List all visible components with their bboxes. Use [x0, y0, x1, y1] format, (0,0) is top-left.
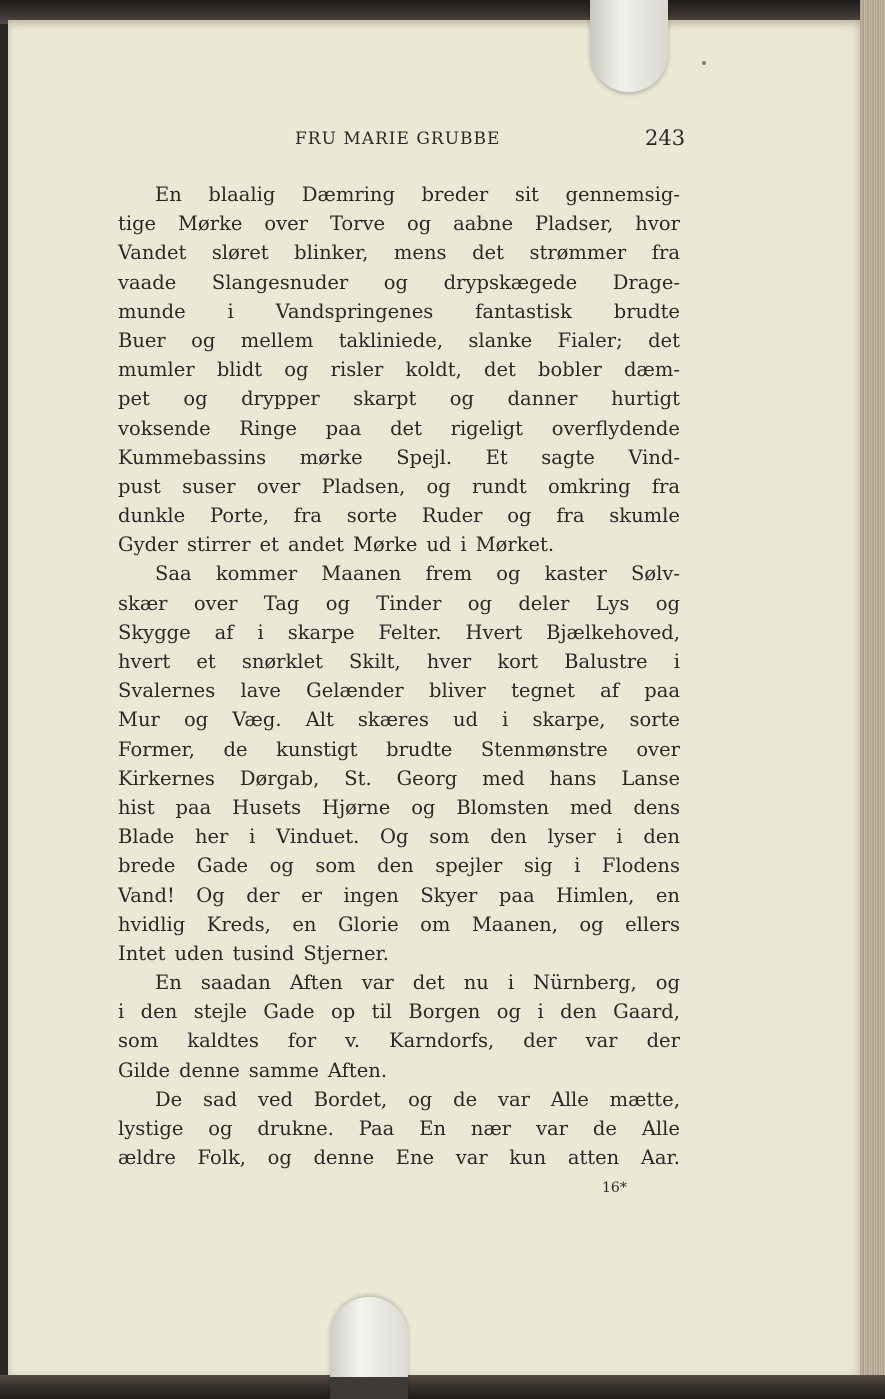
signature-mark: 16* [602, 1180, 627, 1196]
word: spejler [435, 854, 503, 878]
word: lyser [547, 825, 596, 849]
word: dæm- [624, 358, 680, 382]
word: Skygge [118, 620, 191, 644]
word: tusind [232, 941, 295, 965]
text-line [118, 676, 680, 705]
word: En [155, 183, 182, 206]
text-line [118, 997, 680, 1026]
text-line [118, 472, 680, 501]
word: hans [549, 766, 597, 790]
scanner-clip-bottom-band [330, 1377, 408, 1399]
word: breder [421, 183, 489, 206]
word: i [537, 1000, 544, 1024]
word: og [579, 912, 604, 936]
word: og [267, 1146, 292, 1170]
word: Bjælkehoved, [546, 620, 680, 644]
word: over [256, 474, 301, 498]
word: mens [393, 241, 447, 265]
word: Ruder [421, 504, 483, 528]
word: pust [118, 474, 161, 498]
word: her [194, 825, 229, 849]
word: dens [633, 795, 680, 819]
word: sorte [346, 504, 398, 528]
word: Flodens [601, 854, 680, 878]
word: Maanen [321, 562, 402, 586]
word: i [118, 1000, 125, 1024]
word: og [449, 387, 475, 411]
word: en [655, 883, 680, 907]
body-text [118, 180, 680, 1172]
word: i [616, 825, 623, 849]
word: sad [203, 1087, 238, 1111]
word: vaade [118, 270, 177, 294]
word: og [407, 212, 432, 236]
word: Aften. [327, 1058, 388, 1082]
word: mætte, [609, 1087, 680, 1111]
word: sløret [211, 241, 269, 265]
text-line [118, 1143, 680, 1172]
word: En [155, 971, 182, 995]
word: kun [509, 1146, 547, 1170]
word: de [453, 1087, 478, 1111]
word: Nürnberg, [533, 971, 637, 995]
scanner-clip-top [590, 0, 668, 92]
word: i [574, 854, 581, 878]
word: Felter. [378, 620, 442, 644]
word: slanke [468, 328, 533, 352]
word: overflydende [551, 416, 680, 440]
word: fantastisk [475, 299, 572, 323]
word: Og [379, 825, 409, 849]
word: Aar. [640, 1146, 680, 1170]
word: der [646, 1029, 680, 1053]
word: var [455, 1146, 488, 1170]
word: var [361, 971, 394, 995]
word: Mur [118, 708, 160, 732]
word: Hvert [465, 620, 523, 644]
text-line [118, 705, 680, 734]
word: ved [257, 1087, 293, 1111]
word: Sølv- [631, 562, 680, 586]
word: mellem [240, 328, 314, 352]
word: og [426, 474, 451, 498]
word: Fialer; [557, 328, 623, 352]
text-line [118, 1085, 680, 1114]
text-line [118, 735, 680, 764]
word: som [315, 854, 356, 878]
text-line [118, 618, 680, 647]
text-line [118, 414, 680, 443]
word: Vinduet. [276, 825, 360, 849]
word: lystige [118, 1117, 184, 1140]
word: blidt [216, 358, 263, 382]
word: paa [644, 679, 680, 703]
text-line [118, 589, 680, 618]
word: skarpt [353, 387, 417, 411]
word: til [371, 1000, 392, 1024]
word: Lys [595, 591, 630, 615]
word: dunkle [118, 504, 186, 528]
word: og [496, 562, 521, 586]
word: Gelænder [306, 679, 404, 703]
word: saadan [200, 971, 271, 995]
word: og [325, 591, 350, 615]
word: og [183, 387, 208, 411]
word: Stjerner. [303, 941, 389, 965]
word: Væg. [232, 708, 282, 732]
word: skarpe [287, 620, 355, 644]
word: i [460, 533, 467, 557]
word: var [536, 1117, 568, 1140]
word: atten [567, 1146, 620, 1170]
word: af [600, 679, 619, 703]
word: Slangesnuder [211, 270, 349, 294]
word: drypskægede [443, 270, 578, 294]
word: som [118, 1029, 159, 1053]
word: deler [518, 591, 570, 615]
word: ingen [343, 883, 399, 907]
word: hist [118, 795, 155, 819]
word: et [259, 533, 279, 557]
word: gennemsig- [565, 183, 680, 206]
text-line [118, 910, 680, 939]
word: fra [651, 474, 680, 498]
word: nær [470, 1117, 512, 1140]
word: Kirkernes [118, 766, 215, 790]
word: Glorie [337, 912, 399, 936]
word: den [377, 854, 414, 878]
word: lave [240, 679, 281, 703]
word: samme [248, 1058, 319, 1082]
word: paa [175, 795, 212, 819]
word: var [585, 1029, 618, 1053]
word: brudte [613, 299, 680, 323]
word: paa [498, 883, 535, 907]
word: en [292, 912, 317, 936]
word: over [636, 737, 680, 761]
word: det [484, 358, 516, 382]
text-line [118, 793, 680, 822]
word: hvert [118, 650, 171, 673]
word: og [191, 328, 216, 352]
text-line [118, 326, 680, 355]
word: sit [514, 183, 539, 206]
word: Paa [358, 1117, 395, 1140]
word: Gade [196, 854, 249, 878]
word: fra [556, 504, 585, 528]
word: mumler [118, 358, 195, 382]
word: snørklet [241, 650, 323, 673]
text-line [118, 851, 680, 880]
word: Gaard, [613, 1000, 680, 1024]
word: et [196, 650, 216, 673]
word: brede [118, 854, 176, 878]
word: i [227, 299, 234, 323]
text-line [118, 355, 680, 384]
word: de [592, 1117, 617, 1140]
word: hurtigt [611, 387, 680, 411]
word: Alt [305, 708, 334, 732]
word: Ene [395, 1146, 435, 1170]
word: aabne [453, 212, 514, 236]
word: takliniede, [338, 328, 444, 352]
word: ældre [118, 1146, 176, 1170]
word: Husets [232, 795, 302, 819]
word: i [673, 650, 680, 673]
word: rigeligt [450, 416, 523, 440]
word: de [223, 737, 248, 761]
word: Hjørne [322, 795, 391, 819]
word: koldt, [405, 358, 462, 382]
word: risler [330, 358, 384, 382]
word: og [383, 270, 409, 294]
word: bliver [428, 679, 486, 703]
text-line [118, 1026, 680, 1055]
word: det [648, 328, 680, 352]
text-line [118, 443, 680, 472]
word: der [523, 1029, 557, 1053]
text-line [118, 384, 680, 413]
word: Kummebassins [118, 445, 267, 469]
word: stirrer [186, 533, 251, 557]
word: hvidlig [118, 912, 186, 936]
word: Borgen [408, 1000, 481, 1024]
word: og [655, 591, 680, 615]
text-line [118, 881, 680, 910]
word: Vand! [118, 883, 175, 907]
word: Blade [118, 825, 175, 849]
text-line [118, 559, 680, 588]
word: og [269, 854, 294, 878]
word: kommer [215, 562, 298, 586]
word: hver [426, 650, 472, 673]
word: kaldtes [187, 1029, 259, 1053]
word: brudte [386, 737, 453, 761]
word: ellers [625, 912, 680, 936]
text-line [118, 180, 680, 209]
word: Aften [289, 971, 343, 995]
word: Karndorfs, [389, 1029, 495, 1053]
word: Pladser, [534, 212, 614, 236]
word: Gilde [118, 1058, 171, 1082]
word: paa [325, 416, 362, 440]
word: Dæmring [301, 183, 395, 206]
word: i [507, 971, 515, 995]
word: Gyder [118, 533, 178, 557]
word: af [214, 620, 234, 644]
word: skumle [609, 504, 680, 528]
word: denne [313, 1146, 375, 1170]
word: Drage- [612, 270, 680, 294]
word: op [330, 1000, 356, 1024]
word: drukne. [257, 1117, 334, 1140]
word: som [429, 825, 470, 849]
paper-speck [702, 61, 706, 65]
word: i [257, 620, 264, 644]
word: mørke [299, 445, 363, 469]
word: den [490, 825, 527, 849]
word: kort [497, 650, 539, 673]
word: Mørke [352, 533, 418, 557]
text-line [118, 297, 680, 326]
word: det [472, 241, 504, 265]
word: denne [179, 1058, 240, 1082]
word: det [412, 971, 445, 995]
word: skæres [357, 708, 429, 732]
word: fra [651, 241, 680, 265]
word: Lanse [621, 766, 680, 790]
word: hvor [635, 212, 680, 236]
word: Vandspringenes [275, 299, 434, 323]
word: Balustre [564, 650, 648, 673]
word: Svalernes [118, 679, 216, 703]
word: Pladsen, [321, 474, 406, 498]
word: Torve [329, 212, 386, 236]
word: blaalig [208, 183, 276, 206]
word: frem [425, 562, 473, 586]
text-line [118, 530, 680, 559]
word: Porte, [209, 504, 269, 528]
word: Buer [118, 328, 166, 352]
word: Saa [155, 562, 192, 586]
word: og [208, 1117, 233, 1140]
word: over [264, 212, 308, 236]
word: for [287, 1029, 317, 1053]
page-number: 243 [645, 126, 686, 150]
text-line [118, 1114, 680, 1143]
word: Bordet, [313, 1087, 388, 1111]
text-line [118, 968, 680, 997]
word: den [140, 1000, 178, 1024]
word: der [246, 883, 280, 907]
word: Spejl. [396, 445, 453, 469]
text-line [118, 268, 680, 297]
word: og [467, 591, 492, 615]
word: den [560, 1000, 597, 1024]
word: munde [118, 299, 186, 323]
text-line [118, 647, 680, 676]
word: Alle [641, 1117, 680, 1140]
word: omkring [547, 474, 631, 498]
word: med [569, 795, 613, 819]
word: og [411, 795, 436, 819]
word: Former, [118, 737, 195, 761]
word: drypper [241, 387, 320, 411]
word: det [390, 416, 422, 440]
word: Dørgab, [239, 766, 320, 790]
word: strømmer [529, 241, 627, 265]
word: Blomsten [456, 795, 550, 819]
word: En [419, 1117, 446, 1140]
word: i [249, 825, 256, 849]
word: Mørket. [475, 533, 555, 557]
word: Tinder [376, 591, 442, 615]
text-line [118, 1056, 680, 1085]
word: var [497, 1087, 530, 1111]
word: fra [293, 504, 322, 528]
text-line [118, 764, 680, 793]
word: Et [485, 445, 508, 469]
word: andet [287, 533, 344, 557]
word: suser [182, 474, 236, 498]
word: Folk, [197, 1146, 246, 1170]
word: sagte [541, 445, 595, 469]
word: danner [507, 387, 578, 411]
word: og [507, 504, 532, 528]
word: over [193, 591, 238, 615]
word: Maanen, [471, 912, 558, 936]
word: Intet [118, 941, 166, 965]
word: Stenmønstre [480, 737, 608, 761]
word: tige [118, 212, 157, 236]
word: og [496, 1000, 522, 1024]
word: ud [452, 708, 479, 732]
text-line [118, 939, 680, 968]
word: kaster [544, 562, 607, 586]
word: med [482, 766, 525, 790]
text-line [118, 238, 680, 267]
word: om [420, 912, 451, 936]
word: sig [523, 854, 553, 878]
word: Skilt, [349, 650, 401, 673]
word: den [643, 825, 680, 849]
word: Mørke [178, 212, 243, 236]
word: voksende [118, 416, 211, 440]
word: og [183, 708, 209, 732]
word: pet [118, 387, 150, 411]
word: Tag [263, 591, 300, 615]
word: skarpe, [532, 708, 606, 732]
word: og [655, 971, 680, 995]
text-line [118, 209, 680, 238]
word: er [301, 883, 322, 907]
word: kunstigt [276, 737, 358, 761]
word: tegnet [511, 679, 575, 703]
word: og [408, 1087, 433, 1111]
page-stack-edge [860, 0, 885, 1399]
word: Georg [396, 766, 458, 790]
word: Vandet [118, 241, 187, 265]
word: Og [196, 883, 225, 907]
word: blinker, [294, 241, 369, 265]
word: De [155, 1087, 183, 1111]
word: v. [345, 1029, 361, 1053]
word: Alle [550, 1087, 589, 1111]
word: i [502, 708, 509, 732]
book-bottom-edge [0, 1375, 885, 1399]
word: bobler [538, 358, 602, 382]
word: stejle [193, 1000, 247, 1024]
word: sorte [629, 708, 680, 732]
word: Skyer [420, 883, 478, 907]
word: Vind- [628, 445, 680, 469]
word: rundt [471, 474, 527, 498]
word: Ringe [239, 416, 297, 440]
word: nu [463, 971, 489, 995]
word: Kreds, [206, 912, 271, 936]
word: St. [344, 766, 372, 790]
word: uden [174, 941, 224, 965]
running-title: FRU MARIE GRUBBE [295, 129, 501, 149]
word: Gade [263, 1000, 315, 1024]
text-line [118, 822, 680, 851]
word: og [284, 358, 309, 382]
word: skær [118, 591, 168, 615]
word: ud [426, 533, 452, 557]
word: Himlen, [556, 883, 635, 907]
text-line [118, 501, 680, 530]
